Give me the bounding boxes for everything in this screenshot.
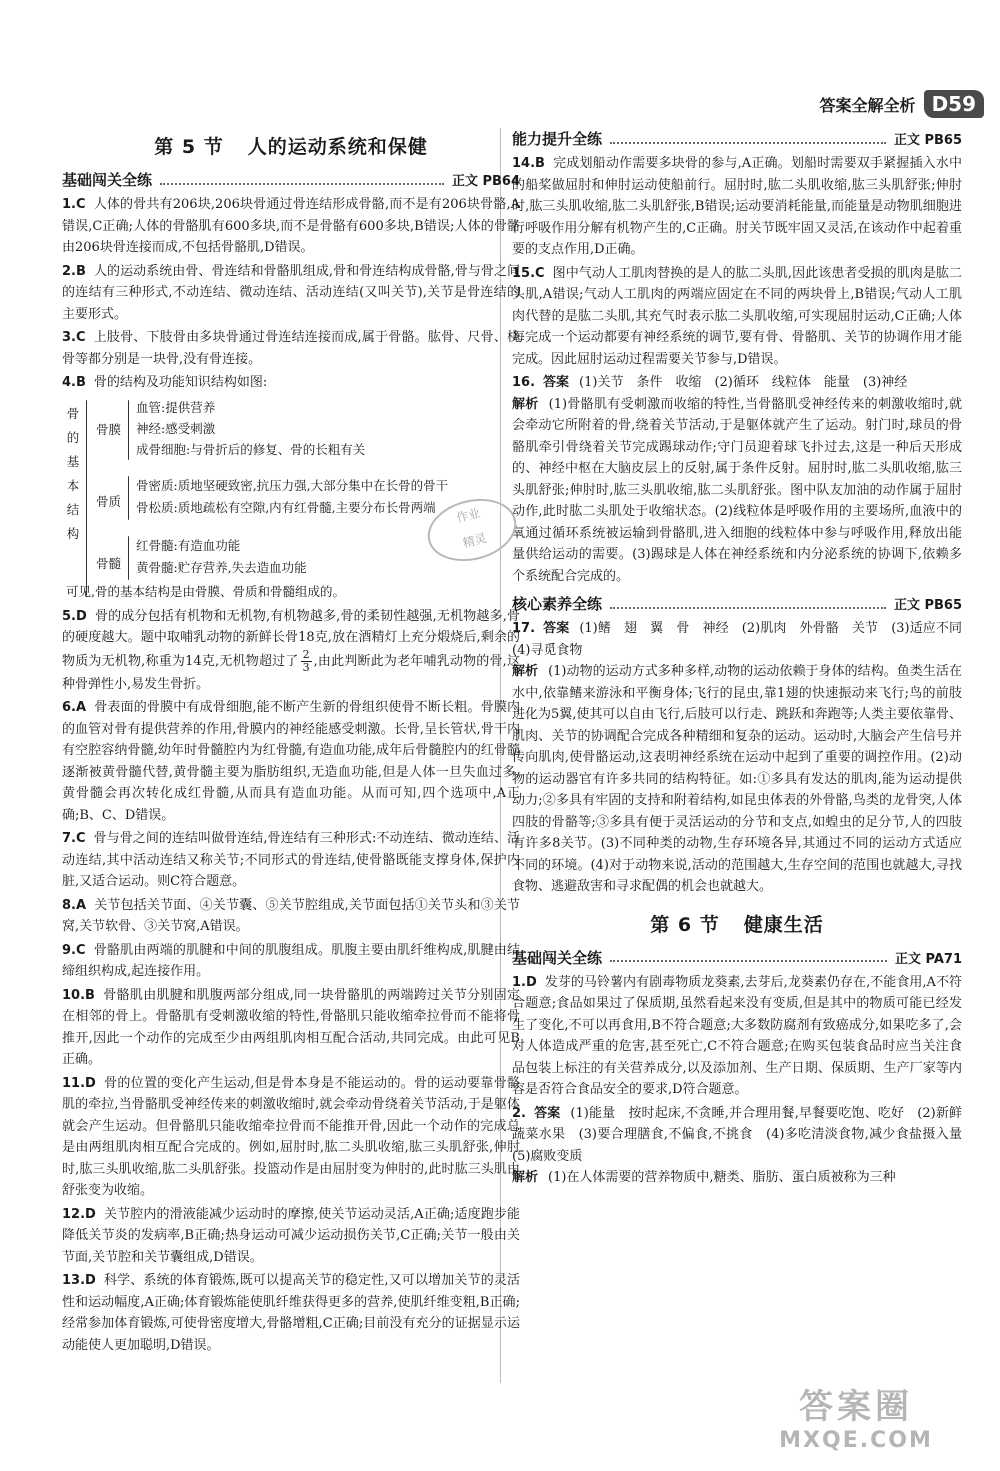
answer-number: 4.B: [62, 375, 86, 390]
fraction-denominator: 3: [302, 660, 310, 674]
bone-structure-diagram: [66, 396, 520, 606]
answer-number: 2.: [512, 1105, 526, 1121]
periosteum-item: 神经:感受刺激: [136, 420, 216, 436]
answer-2: [62, 261, 520, 326]
answer-1: [62, 194, 520, 259]
diagram-root-label: [66, 402, 80, 546]
answer-text: 骨的成分包括有机物和无机物,有机物越多,骨的柔韧性越强,无机物越多,骨的硬度越大。题中取哺乳动物的新鲜长骨18克,放在酒精灯上充分煅烧后,剩余的物质为无机物,称重为14克,无机物超过了: [62, 608, 520, 669]
marrow-brace: [128, 536, 129, 580]
answer-3: [62, 327, 520, 370]
answer-number: 11.D: [62, 1075, 96, 1091]
answer-label: 答案: [533, 1105, 561, 1121]
section-5-title: [62, 132, 520, 159]
section-6-number: 第 6 节: [650, 913, 720, 936]
answer-text: 科学、系统的体育锻炼,既可以提高关节的稳定性,又可以增加关节的灵活性和运动幅度,A正确;体育锻炼能使肌纤维获得更多的营养,使肌纤维变粗,B正确;经常参加体育锻炼,可使骨密度增大,骨骼增粗,C正确;目前没有充分的证据显示运动能使人更加聪明,D错误。: [62, 1273, 520, 1353]
bone-substance-brace: [128, 476, 129, 520]
answer-10: [62, 985, 520, 1071]
periosteum-item: 成骨细胞:与骨折后的修复、骨的长粗有关: [136, 441, 366, 457]
watermark-url: MXQE.COM: [779, 1428, 933, 1453]
bone-substance-item: 骨密质:质地坚硬致密,抗压力强,大部分集中在长骨的骨干: [136, 477, 449, 493]
answer-label: 答案: [543, 375, 570, 390]
explanation-label: 解析: [512, 396, 539, 412]
dotted-leader: [610, 952, 887, 962]
answer-number: 6.A: [62, 700, 87, 715]
answer-number: 15.C: [512, 265, 545, 281]
marrow-item: 黄骨髓:贮存营养,失去造血功能: [136, 559, 307, 575]
answer-text: 关节包括关节面、④关节囊、⑤关节腔组成,关节面包括①关节头和③关节窝,关节软骨、③关节窝,A错误。: [62, 897, 520, 934]
root-char: 构: [66, 525, 80, 541]
answer-number: 13.D: [62, 1273, 96, 1288]
answer-number: 16.: [512, 375, 536, 390]
answer-number: 3.C: [62, 330, 86, 345]
answer-13: [62, 1270, 520, 1356]
fraction-numerator: 2: [302, 647, 310, 661]
header-title: 答案全解全析: [819, 95, 916, 115]
answer-number: 1.D: [512, 974, 537, 990]
explanation-text: (1)动物的运动方式多种多样,动物的运动依赖于身体的结构。鱼类生活在水中,依靠鳍来游泳和平衡身体;飞行的昆虫,靠1翅的快速振动来飞行;鸟的前肢进化为5翼,使其可以自由飞行,后肢可以行走、跳跃和奔跑等;人类主要依靠骨、肌肉、关节的协调配合完成各种精细和复杂的运动。运动时,大脑会产生信号并传向肌肉,使骨骼运动,这表明神经系统在运动中起到了重要的调控作用。(2)动物的运动器官有许多共同的结构特征。如:①多具有发达的肌肉,能为运动提供动力;②多具有牢固的支持和附着结构,如昆虫体表的外骨骼,鸟类的龙骨突,人体四肢的骨骼等;③多具有便于灵活运动的分节和支点,如蝗虫的足分节,人的四肢有许多8关节。(3)不同种类的动物,生存环境各异,其通过不同的运动方式适应不同的环境。(4)对于动物来说,活动的范围越大,生存空间的范围也就越大,寻找食物、逃避敌害和寻求配偶的机会也就越大。: [512, 664, 962, 894]
answer-4: [62, 372, 520, 394]
basic-practice-bar: [62, 169, 520, 190]
dotted-leader: [610, 134, 886, 144]
periosteum-item: 血管:提供营养: [136, 399, 216, 415]
bar-label: 基础闯关全练: [62, 171, 153, 189]
right-column: [512, 128, 976, 1191]
answer-7: [62, 828, 520, 893]
root-char: 本: [66, 477, 80, 493]
watermark-logo: [726, 1379, 986, 1459]
stamp-text: 作业: [455, 505, 482, 526]
periosteum-brace: [128, 400, 129, 460]
answer-number: 8.A: [62, 897, 87, 913]
basic-practice-bar-2: [512, 947, 962, 968]
section-6-title: [512, 910, 962, 937]
answer-9: [62, 940, 520, 983]
answer-label: 答案: [543, 621, 570, 636]
answer-16: [512, 372, 962, 587]
ability-practice-bar: [512, 128, 962, 149]
answer-text: 人的运动系统由骨、骨连结和骨骼肌组成,骨和骨连结构成骨骼,骨与骨之间的连结有三种形式,不动连结、微动连结、活动连结(又叫关节),关节是骨连结的主要形式。: [62, 263, 520, 322]
explanation-text: (1)骨骼肌有受刺激而收缩的特性,当骨骼肌受神经传来的刺激收缩时,就会牵动它所附着的骨,绕着关节活动,于是躯体就产生了运动。射门时,球员的骨骼肌牵引骨绕着关节完成踢球动作;守门员迎着球飞扑过去,这是一种后天形成的、神经中枢在大脑皮层上的反射,属于条件反射。屈肘时,肱二头肌收缩,肱三头肌舒张;伸肘时,肱三头肌收缩,肱二头肌舒张。图中队友加油的动作属于屈肘动作,此时肱二头肌处于收缩状态。(2)线粒体是呼吸作用的主要场所,血液中的氧通过循环系统被运输到骨骼肌,进入细胞的线粒体中参与呼吸作用,释放出能量供给运动的需要。(3)踢球是人体在神经系统和内分泌系统的协调下,依赖多个系统配合完成的。: [512, 396, 962, 584]
root-char: 基: [66, 453, 80, 469]
dotted-leader: [160, 175, 444, 185]
root-char: 结: [66, 501, 80, 517]
left-column: [62, 128, 520, 1358]
answer-number: 9.C: [62, 942, 86, 958]
answer-number: 14.B: [512, 156, 545, 171]
bar-page-ref: 正文 PA71: [894, 951, 962, 967]
bar-page-ref: 正文 PB65: [893, 598, 962, 613]
answer-number: 7.C: [62, 831, 86, 846]
stamp-text: 精灵: [461, 530, 488, 551]
watermark-text: 答案圈: [799, 1387, 913, 1427]
bar-page-ref: 正文 PB65: [893, 133, 962, 148]
root-char: 骨: [66, 405, 80, 421]
answer-text: 图中气动人工肌肉替换的是人的肱二头肌,因此该患者受损的肌肉是肱二头肌,A错误;气动人工肌肉的两端应固定在不同的两块骨上,B错误;气动人工肌肉代替的是肱二头肌,其充气时表示肱二头肌收缩,可实现屈肘运动,C正确;人体每完成一个运动都要有神经系统的调节,要有骨、骨骼肌、关节的协调作用才能完成。因此屈肘运动过程需要关节参与,D错误。: [512, 265, 962, 367]
s6-answer-1: [512, 972, 962, 1101]
main-brace: [86, 400, 87, 596]
explanation-label: 解析: [512, 664, 539, 679]
answer-8: [62, 895, 520, 938]
answer-11: [62, 1073, 520, 1202]
answer-text: 骨骼肌由肌腱和肌腹两部分组成,同一块骨骼肌的两端跨过关节分别固定在相邻的骨上。骨骼肌有受刺激收缩的特性,骨骼肌只能收缩牵拉骨而不能将骨推开,因此一个动作的完成至少由两组肌肉相互配合活动,共同完成。由此可见B正确。: [62, 987, 520, 1067]
marrow-label: 骨髓: [96, 555, 122, 571]
bar-label: 能力提升全练: [512, 130, 603, 148]
root-char: 的: [66, 429, 80, 445]
answer-text: 骨表面的骨膜中有成骨细胞,能不断产生新的骨组织使骨不断长粗。骨膜内的血管对骨有提供营养的作用,骨膜内的神经能感受刺激。长骨,呈长管状,骨干内有空腔容纳骨髓,幼年时骨髓腔内为红骨髓,有造血功能,成年后骨髓腔内的红骨髓逐渐被黄骨髓代替,黄骨髓主要为脂肪组织,无造血功能,但是人体一旦失血过多,黄骨髓会再次转化成红骨髓,从而具有造血功能。从而可知,四个选项中,A正确;B、C、D错误。: [62, 700, 520, 823]
bar-page-ref: 正文 PB64: [451, 174, 520, 189]
answer-text: 骨的位置的变化产生运动,但是骨本身是不能运动的。骨的运动要靠骨骼肌的牵拉,当骨骼肌受神经传来的刺激收缩时,就会牵动骨绕着关节活动,于是躯体就会产生运动。但骨骼肌只能收缩牵拉骨而不能推开骨,因此一个动作的完成总是由两组肌肉相互配合完成的。例如,屈肘时,肱二头肌收缩,肱三头肌舒张,伸肘时,肱三头肌收缩,肱二头肌舒张。投篮动作是由屈肘变为伸肘的,此时肱三头肌由舒张变为收缩。: [62, 1075, 520, 1198]
explanation-text: (1)在人体需要的营养物质中,糖类、脂肪、蛋白质被称为三种: [548, 1170, 896, 1185]
fraction: [301, 649, 312, 674]
answer-number: 5.D: [62, 608, 87, 624]
answer-text: 完成划船动作需要多块骨的参与,A正确。划船时需要双手紧握插入水中的船桨做屈肘和伸肘运动使船前行。屈肘时,肱二头肌收缩,肱三头肌舒张;伸肘时,肱三头肌收缩,肱二头肌舒张,B错误;运动要消耗能量,而能量是动物肌细胞进行呼吸作用分解有机物产生的,C正确。肘关节既牢固又灵活,在该动作中起着重要的支点作用,D正确。: [512, 156, 962, 257]
page-header: [820, 90, 984, 118]
dotted-leader: [610, 599, 886, 609]
s6-answer-2: [512, 1103, 976, 1189]
page-number: D59: [924, 90, 984, 118]
bone-substance-item: 骨松质:质地疏松有空隙,内有红骨髓,主要分布长骨两端: [136, 499, 436, 515]
answer-text: 骨的结构及功能知识结构如图:: [93, 375, 268, 390]
section-5-number: 第 5 节: [154, 136, 224, 158]
answer-number: 12.D: [62, 1206, 96, 1222]
answer-text: 关节腔内的滑液能减少运动时的摩擦,使关节运动灵活,A正确;适度跑步能降低关节炎的发病率,B正确;热身运动可减少运动损伤关节,C正确;关节一般由关节面,关节腔和关节囊组成,D错误。: [62, 1206, 520, 1265]
bar-label: 基础闯关全练: [512, 948, 603, 967]
answer-14: [512, 153, 962, 261]
diagram-conclusion: 可见,骨的基本结构是由骨膜、骨质和骨髓组成的。: [66, 583, 345, 599]
answer-number: 10.B: [62, 987, 95, 1003]
answer-text: 骨骼肌由两端的肌腱和中间的肌腹组成。肌腹主要由肌纤维构成,肌腱由结缔组织构成,起连接作用。: [62, 942, 520, 979]
answer-key: (1)能量 按时起床,不贪睡,并合理用餐,早餐要吃饱、吃好 (2)新鲜蔬菜水果 (3)要合理膳食,不偏食,不挑食 (4)多吃清淡食物,减少食盐摄入量 (5)腐败变质: [512, 1105, 976, 1164]
bone-substance-label: 骨质: [96, 493, 122, 509]
periosteum-label: 骨膜: [96, 421, 122, 437]
answer-15: [512, 263, 962, 371]
answer-number: 1.C: [62, 197, 86, 212]
answer-17: [512, 618, 976, 898]
answer-text: 骨与骨之间的连结叫做骨连结,骨连结有三种形式:不动连结、微动连结、活动连结,其中活动连结又称关节;不同形式的骨连结,使骨骼既能支撑身体,保护内脏,又适合运动。则C符合题意。: [62, 831, 520, 889]
core-literacy-bar: [512, 593, 962, 614]
answer-number: 2.B: [62, 263, 86, 279]
answer-5: [62, 606, 520, 696]
answer-text: 发芽的马铃薯内有剧毒物质龙葵素,去芽后,龙葵素仍存在,不能食用,A不符合题意;食品如果过了保质期,虽然看起来没有变质,但是其中的物质可能已经发生了变化,不可以再食用,B不符合题意;大多数防腐剂有致癌成分,如果吃多了,会对人体造成严重的危害,甚至死亡,C不符合题意;在购买包装食品时应当关注食品包装上标注的有关营养成分,以及添加剂、生产日期、保质期、生产厂家等内容是否符合食品安全的要求,D符合题意。: [512, 974, 962, 1097]
answer-number: 17.: [512, 621, 536, 636]
answer-text-tail: ,由此判断此为老年哺乳动物的骨,这种骨弹性小,易发生骨折。: [62, 653, 521, 692]
answer-key: (1)关节 条件 收缩 (2)循环 线粒体 能量 (3)神经: [579, 375, 908, 390]
section-6-heading: 健康生活: [743, 913, 824, 936]
answer-12: [62, 1204, 520, 1269]
bar-label: 核心素养全练: [512, 595, 603, 613]
answer-text: 人体的骨共有206块,206块骨通过骨连结形成骨骼,而不是有206块骨骼,A错误,C正确;人体的骨骼肌有600多块,而不是骨骼有600多块,B错误;人体的骨骼由206块骨连接而成,不包括骨骼肌,D错误。: [62, 197, 520, 255]
explanation-label: 解析: [512, 1170, 539, 1185]
answer-text: 上肢骨、下肢骨由多块骨通过骨连结连接而成,属于骨骼。肱骨、尺骨、桡骨等都分别是一块骨,没有骨连接。: [62, 330, 520, 367]
marrow-item: 红骨髓:有造血功能: [136, 537, 241, 553]
section-5-heading: 人的运动系统和保健: [247, 136, 428, 158]
answer-key: (1)鳍 翅 翼 骨 神经 (2)肌肉 外骨骼 关节 (3)适应不同 (4)寻觅食物: [512, 621, 976, 658]
answer-6: [62, 697, 520, 826]
